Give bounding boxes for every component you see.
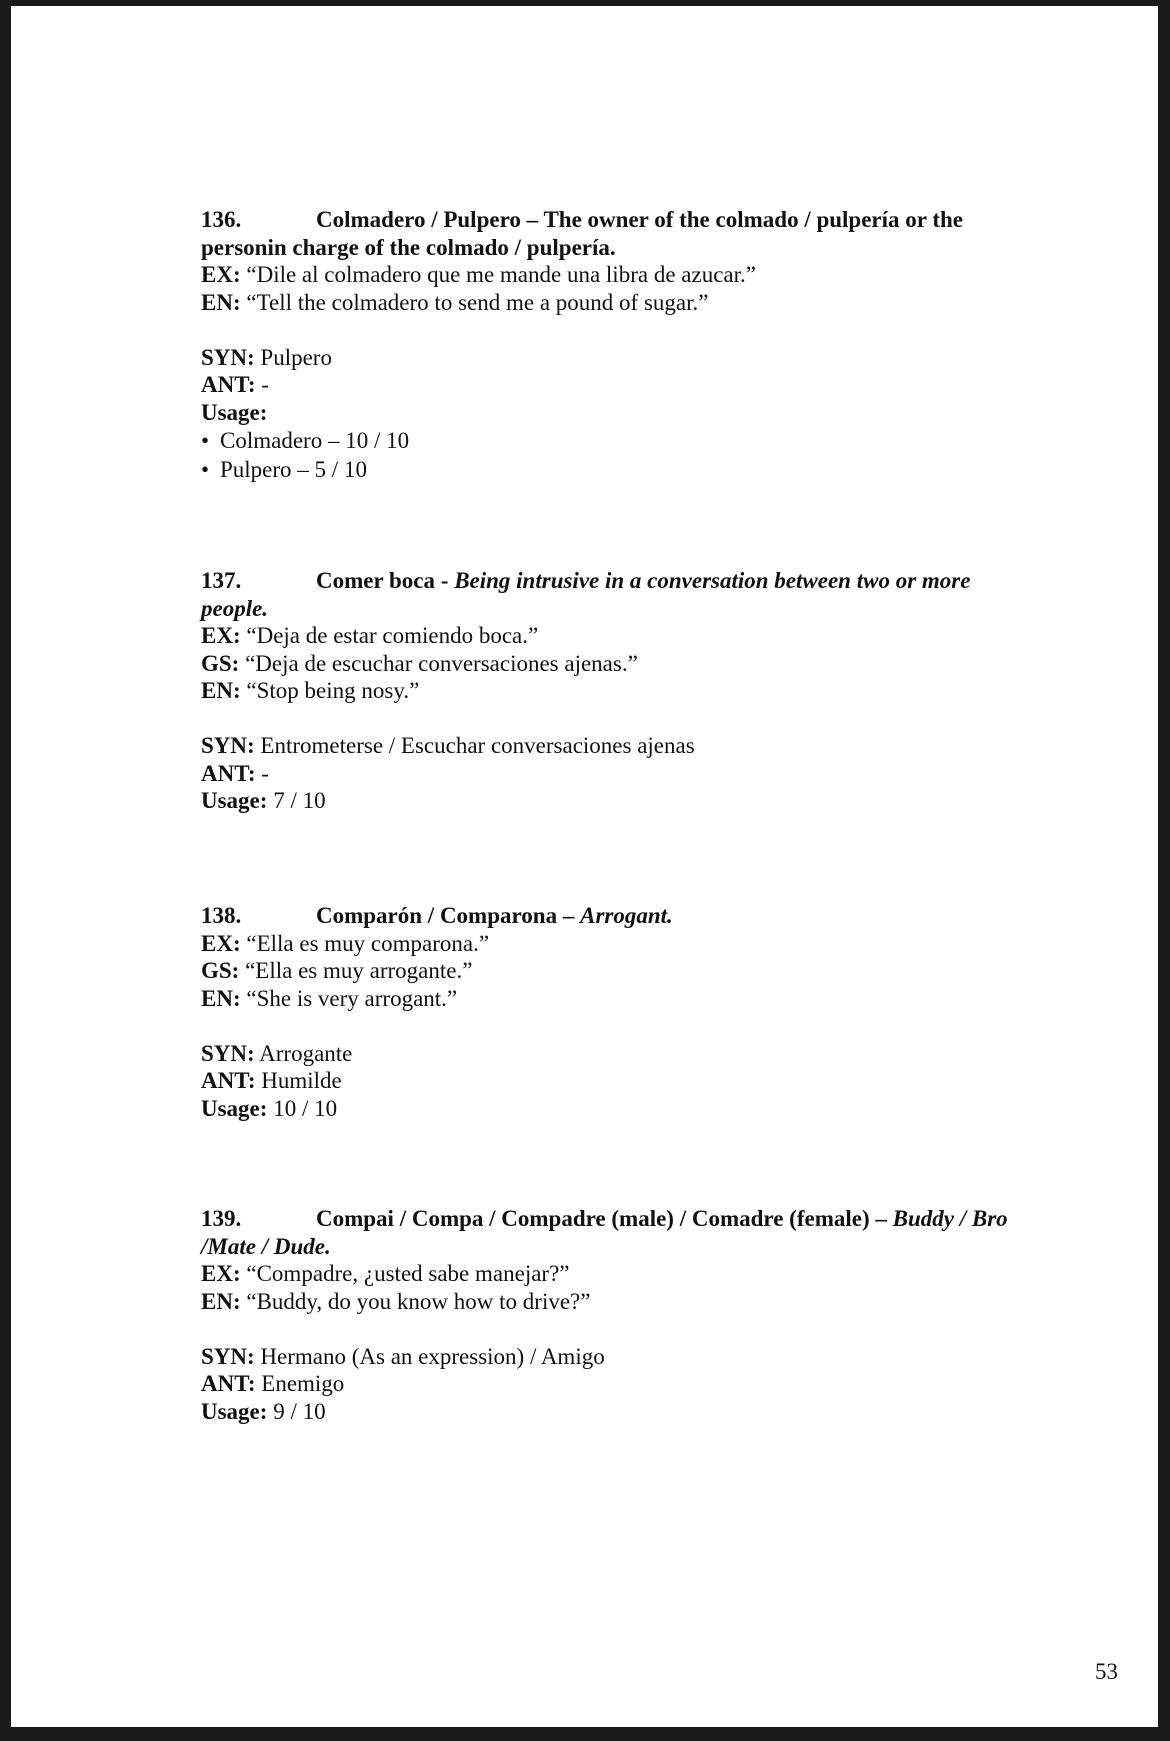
document-page xyxy=(11,6,1158,1727)
entry-title xyxy=(201,902,1041,930)
entry-137 xyxy=(201,567,1041,815)
syn-text: Pulpero xyxy=(260,344,332,370)
antonym-line xyxy=(201,1370,1041,1398)
english-line xyxy=(201,289,1041,317)
ant-label: ANT: xyxy=(201,1371,256,1396)
bullet-icon: • xyxy=(201,457,210,482)
entry-number: 136. xyxy=(201,207,242,232)
ant-text: - xyxy=(261,760,269,786)
gs-label: GS: xyxy=(201,958,240,983)
syn-label: SYN: xyxy=(201,1040,255,1066)
english-line xyxy=(201,1288,1041,1316)
syn-label: SYN: xyxy=(201,1343,255,1369)
entry-136 xyxy=(201,206,1041,484)
antonym-line xyxy=(201,760,1041,788)
en-text: “Tell the colmadero to send me a pound of sugar.” xyxy=(246,289,709,315)
entry-definition: The owner of the colmado / pulpería or the personin charge of the colmado / pulpería. xyxy=(201,207,963,260)
ex-text: “Compadre, ¿usted sabe manejar?” xyxy=(246,1261,570,1286)
ant-label: ANT: xyxy=(201,760,256,786)
usage-label: Usage: xyxy=(201,1095,268,1121)
synonym-line xyxy=(201,1040,1041,1068)
antonym-line xyxy=(201,1067,1041,1095)
syn-label: SYN: xyxy=(201,733,255,758)
ant-label: ANT: xyxy=(201,1068,256,1093)
entry-term: Comparón / Comparona – xyxy=(316,903,581,928)
example-line xyxy=(201,622,1041,650)
ex-label: EX: xyxy=(201,930,241,956)
syn-text: Hermano (As an expression) / Amigo xyxy=(260,1343,605,1369)
usage-line xyxy=(201,1095,1041,1123)
usage-text: 9 / 10 xyxy=(273,1398,326,1424)
entry-term: Comer boca - xyxy=(316,568,455,593)
usage-text: 10 / 10 xyxy=(273,1095,338,1121)
synonym-line xyxy=(201,732,1041,760)
general-spanish-line xyxy=(201,650,1041,678)
usage-list xyxy=(201,426,1041,484)
entry-title xyxy=(201,567,1041,622)
list-item xyxy=(201,426,1041,455)
entry-number: 139. xyxy=(201,1206,242,1231)
ex-label: EX: xyxy=(201,262,241,287)
syn-label: SYN: xyxy=(201,344,255,370)
ant-label: ANT: xyxy=(201,372,256,397)
entry-139 xyxy=(201,1205,1041,1425)
usage-item-text: Colmadero – 10 / 10 xyxy=(220,428,410,453)
usage-label: Usage: xyxy=(201,788,268,813)
ex-text: “Deja de estar comiendo boca.” xyxy=(246,623,539,648)
entry-title xyxy=(201,206,1041,261)
entry-term: Colmadero / Pulpero – xyxy=(316,207,544,232)
en-label: EN: xyxy=(201,1288,241,1314)
usage-line xyxy=(201,787,1041,815)
syn-text: Entrometerse / Escuchar conversaciones ajenas xyxy=(260,733,695,758)
gs-text: “Ella es muy arrogante.” xyxy=(245,958,473,983)
usage-line xyxy=(201,1398,1041,1426)
ant-text: Enemigo xyxy=(261,1371,345,1396)
en-text: “Stop being nosy.” xyxy=(246,678,420,703)
english-line xyxy=(201,985,1041,1013)
antonym-line xyxy=(201,371,1041,399)
synonym-line xyxy=(201,344,1041,372)
ant-text: - xyxy=(261,372,269,397)
en-label: EN: xyxy=(201,985,241,1011)
entry-term: Compai / Compa / Compadre (male) / Comadre (female) – xyxy=(316,1206,893,1231)
ex-label: EX: xyxy=(201,623,241,648)
en-label: EN: xyxy=(201,289,241,315)
entry-definition: Buddy / Bro /Mate / Dude. xyxy=(201,1206,1008,1259)
page-number: 53 xyxy=(1095,1659,1118,1684)
usage-line xyxy=(201,399,1041,427)
usage-label: Usage: xyxy=(201,399,268,425)
list-item xyxy=(201,455,1041,484)
syn-text: Arrogante xyxy=(259,1040,353,1066)
example-line xyxy=(201,1260,1041,1288)
entry-definition: Arrogant. xyxy=(580,903,673,928)
en-label: EN: xyxy=(201,678,241,703)
example-line xyxy=(201,261,1041,289)
en-text: “She is very arrogant.” xyxy=(246,985,458,1011)
synonym-line xyxy=(201,1343,1041,1371)
usage-item-text: Pulpero – 5 / 10 xyxy=(220,457,367,482)
gs-label: GS: xyxy=(201,650,240,676)
bullet-icon: • xyxy=(201,428,210,453)
entry-138 xyxy=(201,902,1041,1122)
general-spanish-line xyxy=(201,957,1041,985)
usage-text: 7 / 10 xyxy=(273,788,326,813)
usage-label: Usage: xyxy=(201,1398,268,1424)
ant-text: Humilde xyxy=(261,1068,342,1093)
entry-number: 138. xyxy=(201,903,242,928)
entry-title xyxy=(201,1205,1041,1260)
ex-text: “Dile al colmadero que me mande una libra de azucar.” xyxy=(246,262,756,287)
ex-label: EX: xyxy=(201,1261,241,1286)
ex-text: “Ella es muy comparona.” xyxy=(246,930,490,956)
entry-definition: Being intrusive in a conversation between two or more people. xyxy=(201,568,971,621)
entry-number: 137. xyxy=(201,568,242,593)
example-line xyxy=(201,930,1041,958)
gs-text: “Deja de escuchar conversaciones ajenas.” xyxy=(245,650,638,676)
en-text: “Buddy, do you know how to drive?” xyxy=(246,1288,591,1314)
english-line xyxy=(201,677,1041,705)
